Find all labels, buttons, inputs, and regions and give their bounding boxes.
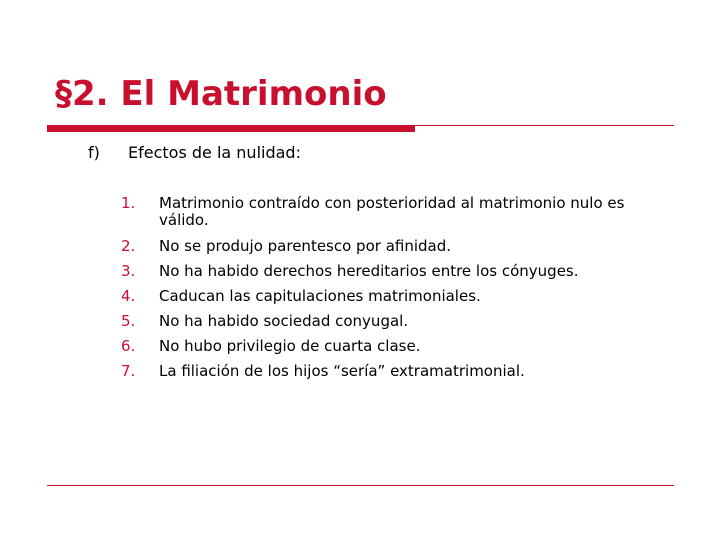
title-underline-rule [415,125,674,126]
list-item-number: 1. [121,194,136,212]
list-item-text: No hubo privilegio de cuarta clase. [159,337,421,355]
list-item-number: 2. [121,237,136,255]
slide-title: §2. El Matrimonio [55,74,387,114]
list-item-number: 3. [121,262,136,280]
list-item-number: 4. [121,287,136,305]
list-item-number: 6. [121,337,136,355]
list-item-number: 7. [121,362,136,380]
list-item-text: Matrimonio contraído con posterioridad al matrimonio nulo es válido. [159,194,625,229]
list-item-text: La filiación de los hijos “sería” extramatrimonial. [159,362,525,380]
heading-text: Efectos de la nulidad: [128,143,301,162]
heading-marker: f) [88,143,100,162]
list-item-text: No ha habido derechos hereditarios entre los cónyuges. [159,262,579,280]
list-item-text: No ha habido sociedad conyugal. [159,312,409,330]
title-underline-bar [47,125,415,132]
list-item-text: Caducan las capitulaciones matrimoniales. [159,287,481,305]
list-item-text: No se produjo parentesco por afinidad. [159,237,452,255]
list-item-number: 5. [121,312,136,330]
footer-rule [47,485,674,486]
